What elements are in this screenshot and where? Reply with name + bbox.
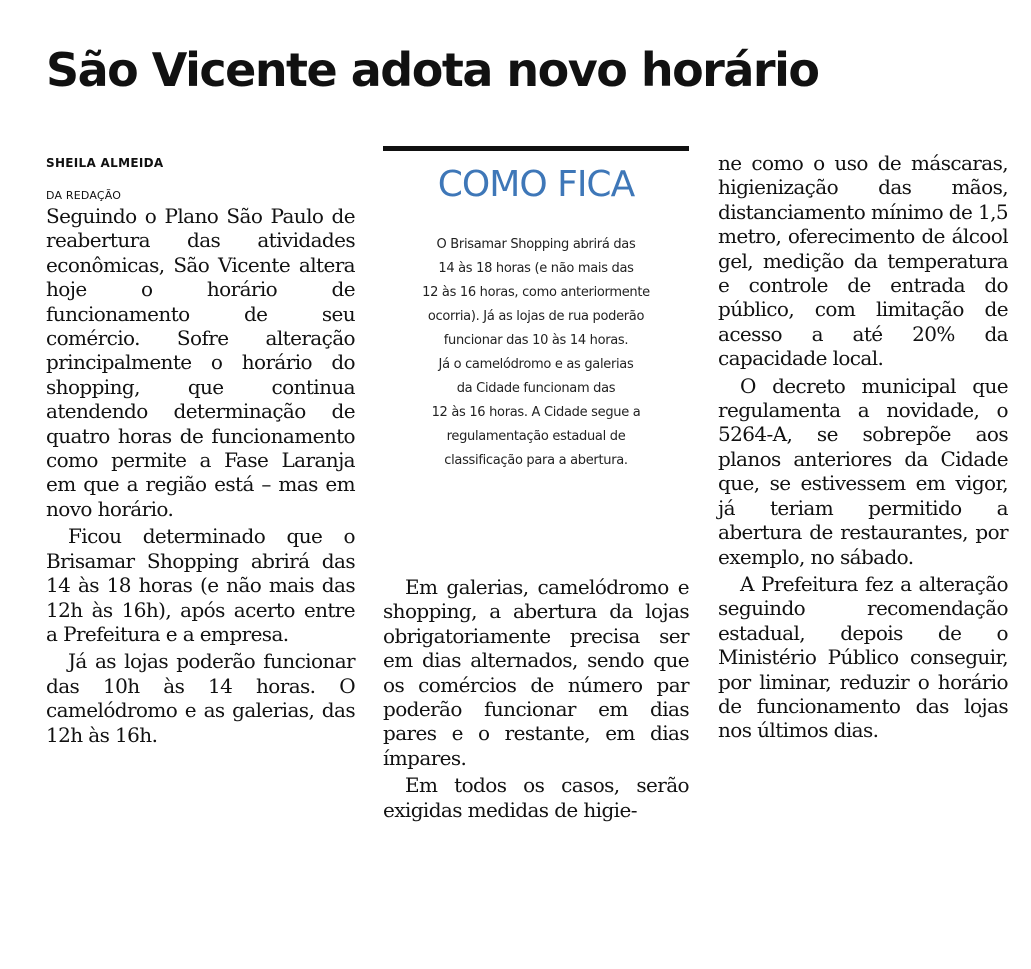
paragraph: Seguindo o Plano São Paulo de reabertura das atividades econômicas, São Vicente altera hoje o horário de funcionamento de seu comércio. Sofre alteração principalmente o horário do shopping, que continua atendendo determinação de quatro horas de funcionamento como permite a Fase Laranja em que a região está – mas em novo horário. <box>46 204 355 521</box>
paragraph: Já as lojas poderão funcionar das 10h às 14 horas. O camelódromo e as galerias, das 12h às 16h. <box>46 649 355 747</box>
paragraph: O decreto municipal que regulamenta a novidade, o 5264-A, se sobrepõe aos planos anteriores da Cidade que, se estivessem em vigor, já teriam permitido a abertura de restaurantes, por exemplo, no sábado. <box>718 373 1008 569</box>
article-column-3 <box>718 151 1008 743</box>
sidebar-line: O Brisamar Shopping abrirá das <box>436 237 636 252</box>
sidebar-line: ocorria). Já as lojas de rua poderão <box>427 309 645 324</box>
paragraph: Ficou determinado que o Brisamar Shopping abrirá das 14 às 18 horas (e não mais das 12h às 16h), após acerto entre a Prefeitura e a empresa. <box>46 524 355 646</box>
paragraph: Em todos os casos, serão exigidas medidas de higie- <box>383 773 689 822</box>
paragraph: ne como o uso de máscaras, higienização das mãos, distanciamento mínimo de 1,5 metro, oferecimento de álcool gel, medição da temperatura e controle de entrada do público, com limitação de acesso a até 20% da capacidade local. <box>718 151 1008 371</box>
como-fica-sidebar <box>383 146 689 473</box>
sidebar-line: 12 às 16 horas. A Cidade segue a <box>431 405 641 420</box>
article-column-2 <box>383 575 689 822</box>
author-byline: SHEILA ALMEIDA <box>46 156 164 170</box>
sidebar-line: 14 às 18 horas (e não mais das <box>438 261 634 276</box>
sidebar-line: da Cidade funcionam das <box>456 381 616 396</box>
section-label: DA REDAÇÃO <box>46 189 122 202</box>
sidebar-line: classificação para a abertura. <box>444 453 628 468</box>
sidebar-line: regulamentação estadual de <box>446 429 626 444</box>
paragraph: A Prefeitura fez a alteração seguindo recomendação estadual, depois de o Ministério Público conseguir, por liminar, reduzir o horário de funcionamento das lojas nos últimos dias. <box>718 571 1008 743</box>
article-headline: São Vicente adota novo horário <box>46 43 819 97</box>
sidebar-title: COMO FICA <box>437 164 635 205</box>
article-column-1 <box>46 204 355 747</box>
paragraph: Em galerias, camelódromo e shopping, a abertura da lojas obrigatoriamente precisa ser em dias alternados, sendo que os comércios de número par poderão funcionar em dias pares e o restante, em dias ímpares. <box>383 575 689 770</box>
sidebar-line: funcionar das 10 às 14 horas. <box>443 333 629 348</box>
sidebar-line: Já o camelódromo e as galerias <box>438 357 634 372</box>
sidebar-line: 12 às 16 horas, como anteriormente <box>422 285 650 300</box>
